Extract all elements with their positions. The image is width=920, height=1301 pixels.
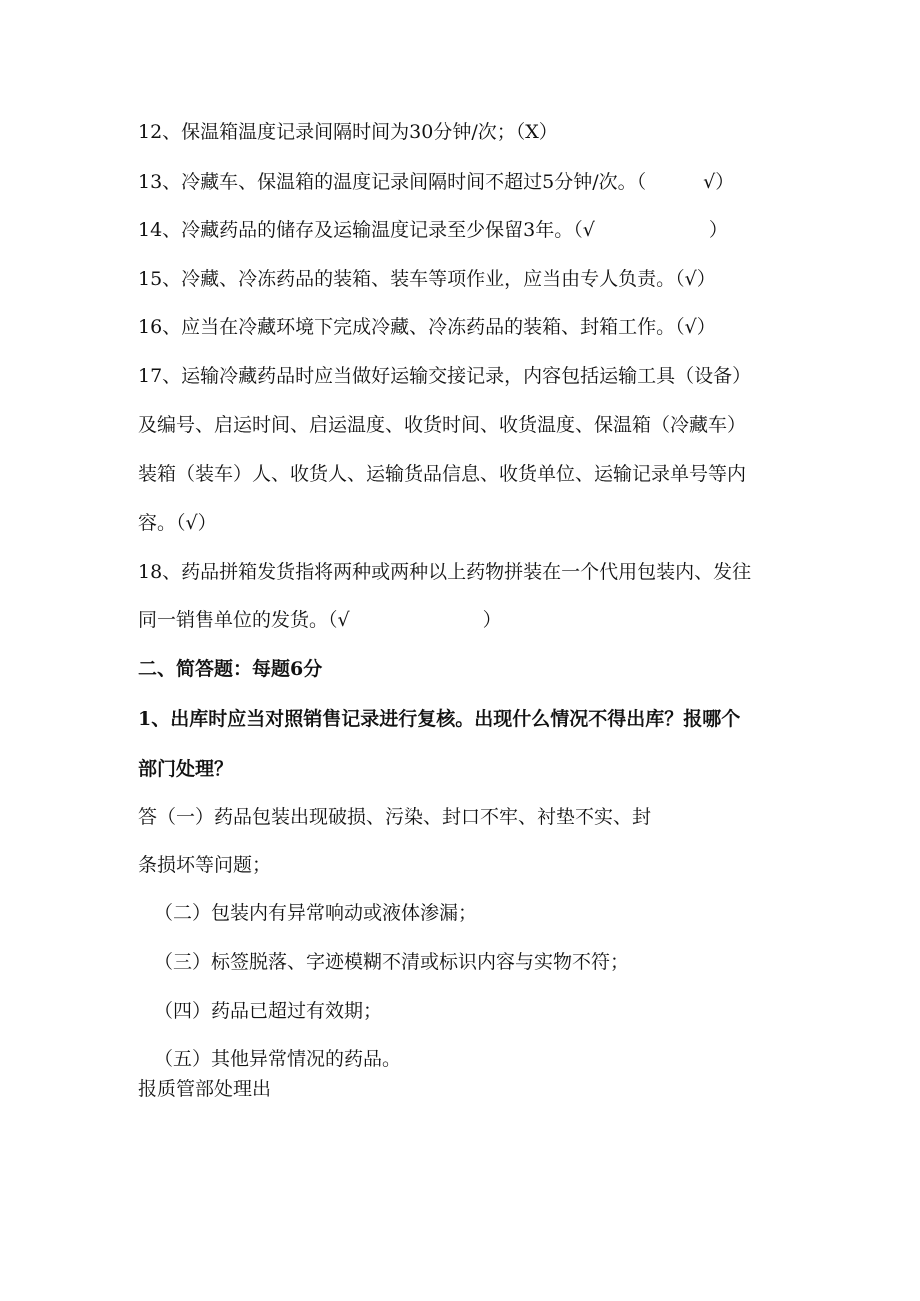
- true-false-item-12: 12、保温箱温度记录间隔时间为30分钟/次；（X）: [138, 121, 558, 143]
- answer-item-4: （四）药品已超过有效期；: [154, 1000, 383, 1022]
- answer-line-2: 条损坏等问题；: [138, 854, 272, 876]
- short-answer-question-1-line-1: 1、出库时应当对照销售记录进行复核。出现什么情况不得出库？报哪个: [138, 708, 741, 730]
- short-answer-question-1-line-2: 部门处理？: [138, 758, 234, 780]
- true-false-item-18-line-2: 同一销售单位的发货。（√ ）: [138, 609, 502, 631]
- true-false-item-17-line-3: 装箱（装车）人、收货人、运输货品信息、收货单位、运输记录单号等内: [138, 463, 747, 485]
- true-false-item-18-line-1: 18、药品拼箱发货指将两种或两种以上药物拼装在一个代用包装内、发往: [138, 561, 752, 583]
- true-false-item-13: 13、冷藏车、保温箱的温度记录间隔时间不超过5分钟/次。（ √）: [138, 171, 735, 193]
- true-false-item-17-line-1: 17、运输冷藏药品时应当做好运输交接记录，内容包括运输工具（设备）: [138, 365, 752, 387]
- true-false-item-14: 14、冷藏药品的储存及运输温度记录至少保留3年。（√ ）: [138, 219, 728, 241]
- true-false-item-17-line-4: 容。（√）: [138, 512, 217, 534]
- answer-line-1: 答（一）药品包装出现破损、污染、封口不牢、衬垫不实、封: [138, 806, 652, 828]
- answer-item-3: （三）标签脱落、字迹模糊不清或标识内容与实物不符；: [154, 951, 630, 973]
- true-false-item-17-line-2: 及编号、启运时间、启运温度、收货时间、收货温度、保温箱（冷藏车）: [138, 414, 747, 436]
- section-heading: 二、简答题：每题6分: [138, 658, 323, 680]
- answer-item-2: （二）包装内有异常响动或液体渗漏；: [154, 902, 478, 924]
- true-false-item-15: 15、冷藏、冷冻药品的装箱、装车等项作业，应当由专人负责。（√）: [138, 268, 716, 290]
- answer-item-5: （五）其他异常情况的药品。: [154, 1048, 402, 1070]
- true-false-item-16: 16、应当在冷藏环境下完成冷藏、冷冻药品的装箱、封箱工作。（√）: [138, 316, 716, 338]
- answer-conclusion: 报质管部处理出: [138, 1078, 272, 1100]
